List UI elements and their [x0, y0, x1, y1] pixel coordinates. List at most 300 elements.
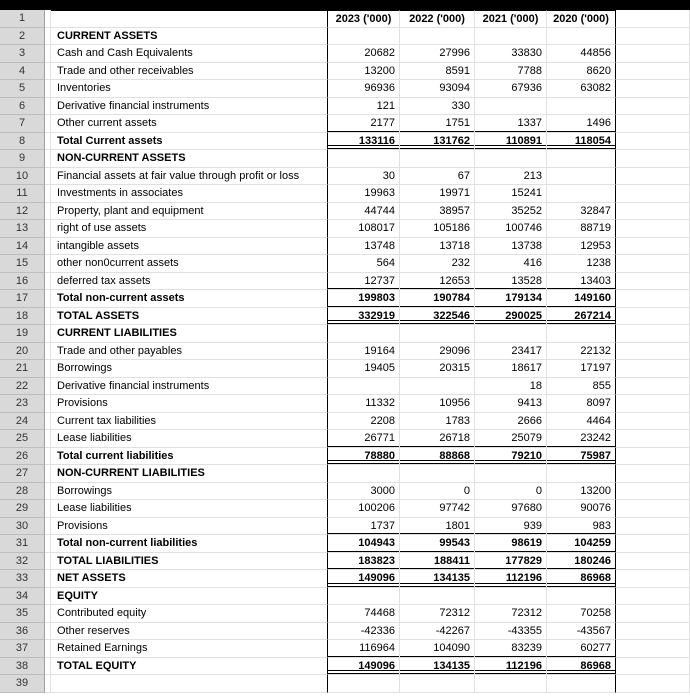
- row-number[interactable]: 22: [0, 378, 45, 396]
- cell[interactable]: [616, 465, 690, 483]
- table-row: [0, 290, 690, 308]
- value-cell[interactable]: 179134: [475, 290, 547, 308]
- line-item-label[interactable]: Lease liabilities: [51, 430, 328, 448]
- value-cell[interactable]: 149096: [328, 570, 400, 588]
- cell[interactable]: [616, 10, 690, 28]
- value-cell[interactable]: 99543: [400, 535, 475, 553]
- value-cell[interactable]: -42336: [328, 623, 400, 641]
- value-cell[interactable]: 26718: [400, 430, 475, 448]
- line-item-label[interactable]: Trade and other receivables: [51, 63, 328, 81]
- cell[interactable]: [616, 133, 690, 151]
- line-item-label[interactable]: Lease liabilities: [51, 500, 328, 518]
- row-number[interactable]: 18: [0, 308, 45, 326]
- value-cell[interactable]: [400, 150, 475, 168]
- value-cell[interactable]: [328, 378, 400, 396]
- line-item-label[interactable]: Other current assets: [51, 115, 328, 133]
- cell[interactable]: [616, 63, 690, 81]
- value-cell[interactable]: [547, 150, 616, 168]
- row-number[interactable]: 3: [0, 45, 45, 63]
- value-cell[interactable]: [400, 675, 475, 693]
- row-number[interactable]: 8: [0, 133, 45, 151]
- value-cell[interactable]: 104943: [328, 535, 400, 553]
- value-cell[interactable]: 105186: [400, 220, 475, 238]
- row-number[interactable]: 27: [0, 465, 45, 483]
- cell[interactable]: [616, 430, 690, 448]
- value-cell[interactable]: 131762: [400, 133, 475, 151]
- value-cell[interactable]: 8620: [547, 63, 616, 81]
- cell[interactable]: [616, 203, 690, 221]
- line-item-label[interactable]: TOTAL EQUITY: [51, 658, 328, 676]
- value-cell[interactable]: 134135: [400, 658, 475, 676]
- row-number[interactable]: 30: [0, 518, 45, 536]
- value-cell[interactable]: 83239: [475, 640, 547, 658]
- line-item-label[interactable]: Derivative financial instruments: [51, 378, 328, 396]
- table-row: [0, 605, 690, 623]
- value-cell[interactable]: 17197: [547, 360, 616, 378]
- value-cell[interactable]: 98619: [475, 535, 547, 553]
- value-cell[interactable]: 25079: [475, 430, 547, 448]
- line-item-label[interactable]: Total current liabilities: [51, 448, 328, 466]
- cell[interactable]: [616, 500, 690, 518]
- line-item-label[interactable]: Inventories: [51, 80, 328, 98]
- value-cell[interactable]: [400, 28, 475, 46]
- value-cell[interactable]: 232: [400, 255, 475, 273]
- row-number[interactable]: 6: [0, 98, 45, 116]
- table-row: [0, 255, 690, 273]
- value-cell[interactable]: 267214: [547, 308, 616, 326]
- cell[interactable]: [616, 308, 690, 326]
- row-number[interactable]: 1: [0, 10, 45, 28]
- line-item-label[interactable]: Borrowings: [51, 483, 328, 501]
- row-number[interactable]: 2: [0, 28, 45, 46]
- value-cell[interactable]: 22132: [547, 343, 616, 361]
- row-number[interactable]: 12: [0, 203, 45, 221]
- value-cell[interactable]: [400, 465, 475, 483]
- value-cell[interactable]: 4464: [547, 413, 616, 431]
- cell[interactable]: [616, 45, 690, 63]
- row-number[interactable]: 36: [0, 623, 45, 641]
- value-cell[interactable]: 15241: [475, 185, 547, 203]
- value-cell[interactable]: 104090: [400, 640, 475, 658]
- value-cell[interactable]: 38957: [400, 203, 475, 221]
- value-cell[interactable]: 12953: [547, 238, 616, 256]
- line-item-label[interactable]: Trade and other payables: [51, 343, 328, 361]
- value-cell[interactable]: 20682: [328, 45, 400, 63]
- table-row: [0, 150, 690, 168]
- value-cell[interactable]: 8591: [400, 63, 475, 81]
- value-cell[interactable]: [328, 28, 400, 46]
- row-number[interactable]: 33: [0, 570, 45, 588]
- value-cell[interactable]: -42267: [400, 623, 475, 641]
- value-cell[interactable]: [547, 588, 616, 606]
- value-cell[interactable]: 108017: [328, 220, 400, 238]
- value-cell[interactable]: 3000: [328, 483, 400, 501]
- value-cell[interactable]: 63082: [547, 80, 616, 98]
- cell[interactable]: [616, 150, 690, 168]
- value-cell[interactable]: 1801: [400, 518, 475, 536]
- value-cell[interactable]: 112196: [475, 570, 547, 588]
- table-row: [0, 658, 690, 676]
- value-cell[interactable]: 13200: [328, 63, 400, 81]
- value-cell[interactable]: 183823: [328, 553, 400, 571]
- row-number[interactable]: 9: [0, 150, 45, 168]
- table-row: [0, 553, 690, 571]
- value-cell[interactable]: 9413: [475, 395, 547, 413]
- row-number[interactable]: 37: [0, 640, 45, 658]
- value-cell[interactable]: 213: [475, 168, 547, 186]
- table-row: [0, 413, 690, 431]
- line-item-label[interactable]: Total non-current assets: [51, 290, 328, 308]
- value-cell[interactable]: 177829: [475, 553, 547, 571]
- table-row: [0, 430, 690, 448]
- value-cell[interactable]: 29096: [400, 343, 475, 361]
- value-cell[interactable]: [400, 378, 475, 396]
- cell[interactable]: [616, 588, 690, 606]
- value-cell[interactable]: [328, 465, 400, 483]
- value-cell[interactable]: 2208: [328, 413, 400, 431]
- cell[interactable]: [616, 115, 690, 133]
- value-cell[interactable]: 75987: [547, 448, 616, 466]
- row-number[interactable]: 20: [0, 343, 45, 361]
- value-cell[interactable]: 33830: [475, 45, 547, 63]
- row-number[interactable]: 16: [0, 273, 45, 291]
- value-cell[interactable]: 116964: [328, 640, 400, 658]
- line-item-label[interactable]: Total non-current liabilities: [51, 535, 328, 553]
- row-number[interactable]: 17: [0, 290, 45, 308]
- value-cell[interactable]: 72312: [475, 605, 547, 623]
- row-number[interactable]: 14: [0, 238, 45, 256]
- cell[interactable]: [616, 448, 690, 466]
- line-item-label[interactable]: intangible assets: [51, 238, 328, 256]
- cell[interactable]: [51, 10, 328, 28]
- header-row: [0, 10, 690, 28]
- line-item-label[interactable]: CURRENT ASSETS: [51, 28, 328, 46]
- value-cell[interactable]: 78880: [328, 448, 400, 466]
- cell[interactable]: [616, 98, 690, 116]
- line-item-label[interactable]: Derivative financial instruments: [51, 98, 328, 116]
- value-cell[interactable]: 26771: [328, 430, 400, 448]
- cell[interactable]: [616, 343, 690, 361]
- value-cell[interactable]: -43567: [547, 623, 616, 641]
- value-cell[interactable]: 67936: [475, 80, 547, 98]
- value-cell[interactable]: 13200: [547, 483, 616, 501]
- value-cell[interactable]: [328, 150, 400, 168]
- cell[interactable]: [616, 623, 690, 641]
- value-cell[interactable]: 35252: [475, 203, 547, 221]
- value-cell[interactable]: 100206: [328, 500, 400, 518]
- value-cell[interactable]: 1783: [400, 413, 475, 431]
- value-cell[interactable]: 10956: [400, 395, 475, 413]
- cell[interactable]: [616, 605, 690, 623]
- table-row: [0, 80, 690, 98]
- row-number[interactable]: 38: [0, 658, 45, 676]
- line-item-label[interactable]: TOTAL LIABILITIES: [51, 553, 328, 571]
- value-cell[interactable]: 11332: [328, 395, 400, 413]
- value-cell[interactable]: 93094: [400, 80, 475, 98]
- cell[interactable]: [616, 220, 690, 238]
- value-cell[interactable]: 1238: [547, 255, 616, 273]
- value-cell[interactable]: 19971: [400, 185, 475, 203]
- cell[interactable]: [616, 238, 690, 256]
- line-item-label[interactable]: right of use assets: [51, 220, 328, 238]
- value-cell[interactable]: 939: [475, 518, 547, 536]
- value-cell[interactable]: 1751: [400, 115, 475, 133]
- value-cell[interactable]: 1496: [547, 115, 616, 133]
- value-cell[interactable]: 23242: [547, 430, 616, 448]
- value-cell[interactable]: 30: [328, 168, 400, 186]
- cell[interactable]: [616, 290, 690, 308]
- value-cell[interactable]: 96936: [328, 80, 400, 98]
- cell[interactable]: [616, 395, 690, 413]
- table-row: [0, 238, 690, 256]
- cell[interactable]: [616, 640, 690, 658]
- value-cell[interactable]: 149160: [547, 290, 616, 308]
- value-cell[interactable]: 88719: [547, 220, 616, 238]
- value-cell[interactable]: [328, 588, 400, 606]
- line-item-label[interactable]: other non0current assets: [51, 255, 328, 273]
- value-cell[interactable]: 100746: [475, 220, 547, 238]
- cell[interactable]: [616, 325, 690, 343]
- table-row: [0, 483, 690, 501]
- row-number[interactable]: 19: [0, 325, 45, 343]
- line-item-label[interactable]: [51, 675, 328, 693]
- value-cell[interactable]: 97742: [400, 500, 475, 518]
- line-item-label[interactable]: NON-CURRENT LIABILITIES: [51, 465, 328, 483]
- value-cell[interactable]: 13718: [400, 238, 475, 256]
- row-number[interactable]: 26: [0, 448, 45, 466]
- value-cell[interactable]: [475, 675, 547, 693]
- value-cell[interactable]: 18: [475, 378, 547, 396]
- value-cell[interactable]: 27996: [400, 45, 475, 63]
- value-cell[interactable]: 290025: [475, 308, 547, 326]
- value-cell[interactable]: [475, 465, 547, 483]
- value-cell[interactable]: 180246: [547, 553, 616, 571]
- cell[interactable]: [616, 360, 690, 378]
- line-item-label[interactable]: NET ASSETS: [51, 570, 328, 588]
- line-item-label[interactable]: Cash and Cash Equivalents: [51, 45, 328, 63]
- value-cell[interactable]: 90076: [547, 500, 616, 518]
- value-cell[interactable]: [328, 325, 400, 343]
- cell[interactable]: [616, 518, 690, 536]
- row-number[interactable]: 11: [0, 185, 45, 203]
- value-cell[interactable]: 79210: [475, 448, 547, 466]
- value-cell[interactable]: [547, 185, 616, 203]
- cell[interactable]: [616, 255, 690, 273]
- value-cell[interactable]: 121: [328, 98, 400, 116]
- value-cell[interactable]: 44856: [547, 45, 616, 63]
- line-item-label[interactable]: deferred tax assets: [51, 273, 328, 291]
- cell[interactable]: [616, 413, 690, 431]
- value-cell[interactable]: [328, 675, 400, 693]
- table-row: [0, 98, 690, 116]
- value-cell[interactable]: 72312: [400, 605, 475, 623]
- line-item-label[interactable]: Financial assets at fair value through profit or loss: [51, 168, 328, 186]
- value-cell[interactable]: 32847: [547, 203, 616, 221]
- value-cell[interactable]: 2177: [328, 115, 400, 133]
- row-number[interactable]: 25: [0, 430, 45, 448]
- cell[interactable]: [616, 168, 690, 186]
- row-number[interactable]: 24: [0, 413, 45, 431]
- value-cell[interactable]: 855: [547, 378, 616, 396]
- line-item-label[interactable]: Investments in associates: [51, 185, 328, 203]
- value-cell[interactable]: [475, 28, 547, 46]
- value-cell[interactable]: 1737: [328, 518, 400, 536]
- value-cell[interactable]: -43355: [475, 623, 547, 641]
- cell[interactable]: [616, 378, 690, 396]
- value-cell[interactable]: 110891: [475, 133, 547, 151]
- value-cell[interactable]: 188411: [400, 553, 475, 571]
- row-number[interactable]: 32: [0, 553, 45, 571]
- value-cell[interactable]: 2666: [475, 413, 547, 431]
- table-row: [0, 168, 690, 186]
- value-cell[interactable]: 13403: [547, 273, 616, 291]
- value-cell[interactable]: 19405: [328, 360, 400, 378]
- cell[interactable]: [616, 675, 690, 693]
- value-cell[interactable]: 13528: [475, 273, 547, 291]
- cell[interactable]: [616, 28, 690, 46]
- value-cell[interactable]: 12653: [400, 273, 475, 291]
- cell[interactable]: [616, 185, 690, 203]
- cell[interactable]: [616, 658, 690, 676]
- value-cell[interactable]: 118054: [547, 133, 616, 151]
- value-cell[interactable]: 133116: [328, 133, 400, 151]
- table-row: [0, 640, 690, 658]
- cell[interactable]: [616, 483, 690, 501]
- value-cell[interactable]: 134135: [400, 570, 475, 588]
- table-row: [0, 378, 690, 396]
- table-row: [0, 500, 690, 518]
- value-cell[interactable]: 322546: [400, 308, 475, 326]
- value-cell[interactable]: 13738: [475, 238, 547, 256]
- table-row: [0, 395, 690, 413]
- value-cell[interactable]: [547, 325, 616, 343]
- table-row: [0, 185, 690, 203]
- value-cell[interactable]: 97680: [475, 500, 547, 518]
- cell[interactable]: [616, 570, 690, 588]
- value-cell[interactable]: 86968: [547, 658, 616, 676]
- row-number[interactable]: 29: [0, 500, 45, 518]
- line-item-label[interactable]: Contributed equity: [51, 605, 328, 623]
- value-cell[interactable]: 416: [475, 255, 547, 273]
- value-cell[interactable]: [547, 465, 616, 483]
- value-cell[interactable]: 18617: [475, 360, 547, 378]
- row-number[interactable]: 4: [0, 63, 45, 81]
- value-cell[interactable]: 12737: [328, 273, 400, 291]
- table-row: [0, 133, 690, 151]
- value-cell[interactable]: [475, 98, 547, 116]
- value-cell[interactable]: 199803: [328, 290, 400, 308]
- value-cell[interactable]: 983: [547, 518, 616, 536]
- row-number[interactable]: 5: [0, 80, 45, 98]
- line-item-label[interactable]: Property, plant and equipment: [51, 203, 328, 221]
- value-cell[interactable]: 44744: [328, 203, 400, 221]
- value-cell[interactable]: [475, 150, 547, 168]
- value-cell[interactable]: 20315: [400, 360, 475, 378]
- column-header-2023[interactable]: 2023 ('000): [328, 10, 400, 28]
- row-number[interactable]: 13: [0, 220, 45, 238]
- value-cell[interactable]: 330: [400, 98, 475, 116]
- cell[interactable]: [616, 273, 690, 291]
- row-number[interactable]: 7: [0, 115, 45, 133]
- cell[interactable]: [616, 80, 690, 98]
- value-cell[interactable]: 70258: [547, 605, 616, 623]
- column-header-2022[interactable]: 2022 ('000): [400, 10, 475, 28]
- cell[interactable]: [616, 535, 690, 553]
- line-item-label[interactable]: NON-CURRENT ASSETS: [51, 150, 328, 168]
- value-cell[interactable]: 564: [328, 255, 400, 273]
- line-item-label[interactable]: Other reserves: [51, 623, 328, 641]
- value-cell[interactable]: 0: [475, 483, 547, 501]
- value-cell[interactable]: 190784: [400, 290, 475, 308]
- row-number[interactable]: 31: [0, 535, 45, 553]
- line-item-label[interactable]: Retained Earnings: [51, 640, 328, 658]
- row-number[interactable]: 28: [0, 483, 45, 501]
- value-cell[interactable]: [547, 675, 616, 693]
- value-cell[interactable]: [400, 588, 475, 606]
- row-number[interactable]: 10: [0, 168, 45, 186]
- value-cell[interactable]: 7788: [475, 63, 547, 81]
- value-cell[interactable]: [547, 168, 616, 186]
- value-cell[interactable]: 19963: [328, 185, 400, 203]
- value-cell[interactable]: [400, 325, 475, 343]
- value-cell[interactable]: 23417: [475, 343, 547, 361]
- row-number[interactable]: 21: [0, 360, 45, 378]
- value-cell[interactable]: [475, 325, 547, 343]
- row-number[interactable]: 35: [0, 605, 45, 623]
- row-number[interactable]: 39: [0, 675, 45, 693]
- value-cell[interactable]: 8097: [547, 395, 616, 413]
- table-row: [0, 623, 690, 641]
- cell[interactable]: [616, 553, 690, 571]
- table-row: [0, 308, 690, 326]
- line-item-label[interactable]: Current tax liabilities: [51, 413, 328, 431]
- value-cell[interactable]: 13748: [328, 238, 400, 256]
- value-cell[interactable]: 19164: [328, 343, 400, 361]
- value-cell[interactable]: 1337: [475, 115, 547, 133]
- value-cell[interactable]: 67: [400, 168, 475, 186]
- value-cell[interactable]: 149096: [328, 658, 400, 676]
- value-cell[interactable]: 332919: [328, 308, 400, 326]
- value-cell[interactable]: 104259: [547, 535, 616, 553]
- table-row: [0, 45, 690, 63]
- value-cell[interactable]: 60277: [547, 640, 616, 658]
- line-item-label[interactable]: Total Current assets: [51, 133, 328, 151]
- value-cell[interactable]: [547, 98, 616, 116]
- row-number[interactable]: 15: [0, 255, 45, 273]
- table-row: [0, 360, 690, 378]
- value-cell[interactable]: 88868: [400, 448, 475, 466]
- value-cell[interactable]: [475, 588, 547, 606]
- line-item-label[interactable]: EQUITY: [51, 588, 328, 606]
- table-row: [0, 465, 690, 483]
- row-number[interactable]: 34: [0, 588, 45, 606]
- line-item-label[interactable]: TOTAL ASSETS: [51, 308, 328, 326]
- value-cell[interactable]: [547, 28, 616, 46]
- line-item-label[interactable]: Borrowings: [51, 360, 328, 378]
- value-cell[interactable]: 74468: [328, 605, 400, 623]
- value-cell[interactable]: 112196: [475, 658, 547, 676]
- column-header-2020[interactable]: 2020 ('000): [547, 10, 616, 28]
- table-row: [0, 203, 690, 221]
- column-header-2021[interactable]: 2021 ('000): [475, 10, 547, 28]
- value-cell[interactable]: 86968: [547, 570, 616, 588]
- line-item-label[interactable]: Provisions: [51, 518, 328, 536]
- row-number[interactable]: 23: [0, 395, 45, 413]
- value-cell[interactable]: 0: [400, 483, 475, 501]
- table-row: [0, 448, 690, 466]
- line-item-label[interactable]: Provisions: [51, 395, 328, 413]
- line-item-label[interactable]: CURRENT LIABILITIES: [51, 325, 328, 343]
